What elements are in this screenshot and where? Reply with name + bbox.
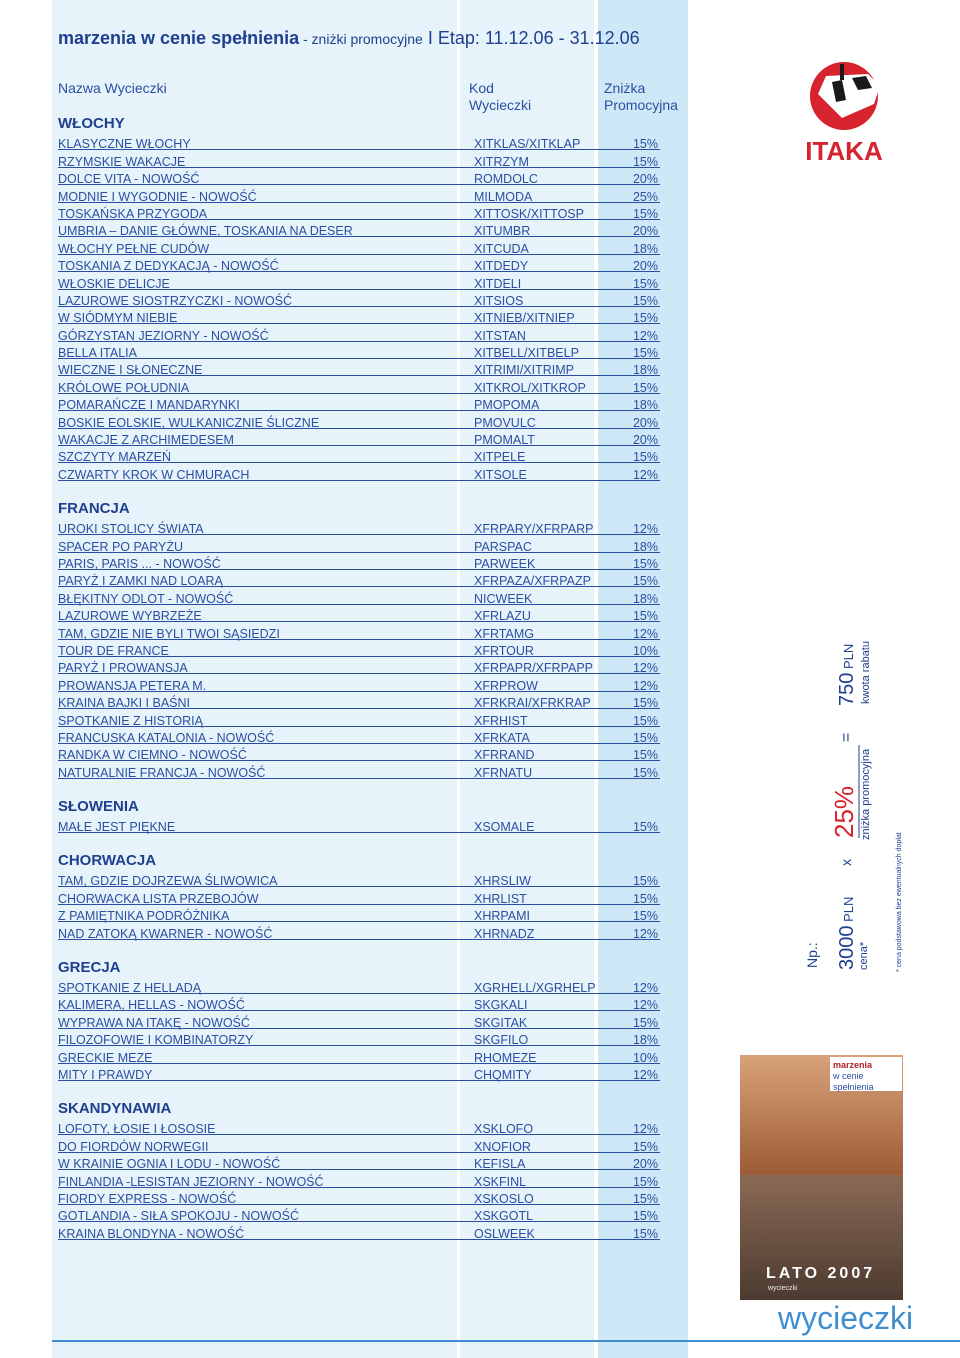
trip-discount: 12% (632, 626, 658, 641)
trip-code: XSOMALE (474, 820, 535, 835)
table-row (58, 255, 660, 272)
table-row (58, 535, 660, 552)
trip-discount: 15% (632, 346, 658, 361)
trip-discount: 12% (632, 981, 658, 996)
trip-code: XITSIOS (474, 293, 524, 308)
trip-name: WYPRAWA NA ITAKĘ - NOWOŚĆ (58, 1015, 250, 1030)
table-row (58, 429, 660, 446)
trip-name: WŁOSKIE DELICJE (58, 276, 170, 291)
table-row (58, 905, 660, 922)
trip-name: UMBRIA – DANIE GŁÓWNE, TOSKANIA NA DESER (58, 224, 353, 239)
trip-name: FINLANDIA -LESISTAN JEZIORNY - NOWOŚĆ (58, 1174, 324, 1189)
trip-name: W SIÓDMYM NIEBIE (58, 311, 178, 326)
trip-code: XFRPAPR/XFRPAPP (474, 661, 594, 676)
trip-discount: 18% (632, 1033, 658, 1048)
trip-discount: 15% (632, 380, 658, 395)
table-row (58, 150, 660, 167)
trip-code: XITCUDA (474, 241, 529, 256)
trip-discount: 15% (632, 1139, 658, 1154)
trip-code: XFRKRAI/XFRKRAP (474, 696, 591, 711)
trip-code: XITSTAN (474, 328, 526, 343)
trip-code: XITRIMI/XITRIMP (474, 363, 574, 378)
trip-name: MAŁE JEST PIĘKNE (58, 820, 176, 835)
table-row (58, 744, 660, 761)
title-sub: - zniżki promocyjne (299, 31, 423, 47)
example-footnote: * cena podstawowa bez ewentualnych dopłat (896, 832, 903, 972)
trip-discount: 15% (632, 730, 658, 745)
trip-code: XFRKATA (474, 730, 530, 745)
trip-discount: 15% (632, 765, 658, 780)
table-row (58, 324, 660, 341)
table-row (58, 994, 660, 1011)
table-row (58, 553, 660, 570)
trip-discount: 15% (632, 206, 658, 221)
trip-discount: 20% (632, 224, 658, 239)
trip-name: SPOTKANIE Z HELLADĄ (58, 981, 202, 996)
trip-code: XFRLAZU (474, 609, 531, 624)
trip-code: XGRHELL/XGRHELP (474, 981, 596, 996)
trip-discount: 12% (632, 1067, 658, 1082)
table-row (58, 887, 660, 904)
table-row (58, 1046, 660, 1063)
trip-name: CZWARTY KROK W CHMURACH (58, 467, 250, 482)
trip-name: PARIS, PARIS ... - NOWOŚĆ (58, 556, 221, 571)
trip-code: ROMDOLC (474, 172, 538, 187)
title-etap: I Etap: 11.12.06 - 31.12.06 (422, 28, 640, 48)
trip-name: GOTLANDIA - SIŁA SPOKOJU - NOWOŚĆ (58, 1209, 300, 1224)
trip-code: XITSOLE (474, 467, 527, 482)
trip-name: LAZUROWE WYBRZEŻE (58, 609, 202, 624)
trip-discount: 15% (632, 891, 658, 906)
trip-name: BELLA ITALIA (58, 346, 137, 361)
trip-name: LAZUROWE SIOSTRZYCZKI - NOWOŚĆ (58, 293, 293, 308)
table-row (58, 761, 660, 778)
trip-name: WAKACJE Z ARCHIMEDESEM (58, 433, 234, 448)
footer-line (52, 1340, 960, 1342)
trip-name: SPACER PO PARYŻU (58, 539, 184, 554)
trip-name: BŁĘKITNY ODLOT - NOWOŚĆ (58, 591, 234, 606)
trip-discount: 15% (632, 820, 658, 835)
column-header-code: Kod Wycieczki (469, 80, 532, 113)
trip-code: XHRSLIW (474, 874, 531, 889)
trip-name: TAM, GDZIE DOJRZEWA ŚLIWOWICA (58, 874, 278, 889)
table-row (58, 1153, 660, 1170)
trip-discount: 15% (632, 154, 658, 169)
trip-name: W KRAINIE OGNIA I LODU - NOWOŚĆ (58, 1157, 281, 1172)
trip-discount: 12% (632, 661, 658, 676)
table-row (58, 587, 660, 604)
trip-discount: 18% (632, 398, 658, 413)
trip-code: XFRHIST (474, 713, 528, 728)
column-header-name: Nazwa Wycieczki (58, 80, 167, 96)
trip-name: Z PAMIĘTNIKA PODRÓŻNIKA (58, 909, 230, 924)
trip-code: XFRPARY/XFRPARP (474, 522, 594, 537)
table-row (58, 816, 660, 833)
trip-discount: 15% (632, 1191, 658, 1206)
trip-discount: 15% (632, 1209, 658, 1224)
trip-code: XHRNADZ (474, 926, 535, 941)
cover-season: LATO 2007 (766, 1265, 876, 1282)
trip-name: WIECZNE I SŁONECZNE (58, 363, 203, 378)
trip-name: LOFOTY, ŁOSIE I ŁOSOSIE (58, 1122, 216, 1137)
table-row (58, 692, 660, 709)
trip-code: SKGKALI (474, 998, 528, 1013)
table-row (58, 1064, 660, 1081)
table-row (58, 977, 660, 994)
trip-code: CHQMITY (474, 1067, 532, 1082)
example-price-label: cena* (858, 941, 870, 970)
trip-name: GRECKIE MEZE (58, 1050, 153, 1065)
trip-name: CHORWACKA LISTA PRZEBOJÓW (58, 891, 259, 906)
table-row (58, 622, 660, 639)
trip-discount: 12% (632, 998, 658, 1013)
trip-discount: 18% (632, 241, 658, 256)
table-row (58, 1135, 660, 1152)
discount-example (795, 630, 915, 980)
trip-discount: 10% (632, 643, 658, 658)
trip-discount: 20% (632, 433, 658, 448)
section-title: CHORWACJA (58, 852, 157, 870)
trip-code: RHOMEZE (474, 1050, 537, 1065)
section-5 (58, 1099, 660, 1240)
table-row (58, 518, 660, 535)
trip-name: KLASYCZNE WŁOCHY (58, 137, 191, 152)
table-row (58, 394, 660, 411)
example-discount-label: zniżka promocyjna (860, 748, 872, 840)
table-row (58, 674, 660, 691)
table-row (58, 272, 660, 289)
trip-discount: 20% (632, 1157, 658, 1172)
trip-code: SKGFILO (474, 1033, 529, 1048)
trip-discount: 15% (632, 276, 658, 291)
trip-discount: 20% (632, 172, 658, 187)
trip-discount: 10% (632, 1050, 658, 1065)
trip-name: NAD ZATOKĄ KWARNER - NOWOŚĆ (58, 926, 273, 941)
trip-code: OSLWEEK (474, 1226, 535, 1241)
trip-name: TOSKANIA Z DEDYKACJĄ - NOWOŚĆ (58, 259, 279, 274)
trip-discount: 15% (632, 1174, 658, 1189)
trip-code: PMOPOMA (474, 398, 540, 413)
trip-code: XFRTAMG (474, 626, 534, 641)
section-0 (58, 114, 660, 481)
table-row (58, 290, 660, 307)
table-row (58, 203, 660, 220)
example-equals: = (838, 732, 855, 742)
trip-name: KALIMERA, HELLAS - NOWOŚĆ (58, 998, 245, 1013)
trip-code: XSKFINL (474, 1174, 527, 1189)
trip-discount: 15% (632, 713, 658, 728)
trip-code: XSKOSLO (474, 1191, 534, 1206)
section-1 (58, 499, 660, 779)
trip-code: XFRTOUR (474, 643, 534, 658)
trip-name: TOUR DE FRANCE (58, 643, 169, 658)
table-row (58, 307, 660, 324)
trip-discount: 12% (632, 678, 658, 693)
trip-code: XITRZYM (474, 154, 529, 169)
trip-discount: 18% (632, 539, 658, 554)
cover-brand (830, 1057, 902, 1091)
section-title: SKANDYNAWIA (58, 1099, 172, 1117)
trip-discount: 12% (632, 926, 658, 941)
trip-discount: 15% (632, 293, 658, 308)
table-row (58, 342, 660, 359)
table-row (58, 640, 660, 657)
trip-discount: 20% (632, 415, 658, 430)
trip-discount: 12% (632, 1122, 658, 1137)
trip-discount: 12% (632, 328, 658, 343)
trip-name: BOSKIE EOLSKIE, WULKANICZNIE ŚLICZNE (58, 415, 320, 430)
logo-text: ITAKA (805, 136, 883, 166)
table-row (58, 1011, 660, 1028)
itaka-logo (796, 56, 892, 166)
trip-code: XITPELE (474, 450, 526, 465)
section-4 (58, 958, 660, 1081)
table-row (58, 463, 660, 480)
table-row (58, 1118, 660, 1135)
trip-code: PARWEEK (474, 556, 536, 571)
section-title: FRANCJA (58, 499, 130, 517)
trip-discount: 20% (632, 259, 658, 274)
cover-brand-line1: marzenia (833, 1060, 873, 1070)
table-row (58, 1170, 660, 1187)
trip-name: FRANCUSKA KATALONIA - NOWOŚĆ (58, 730, 275, 745)
table-row (58, 922, 660, 939)
cover-small-text: wycieczki (768, 1285, 798, 1292)
trip-discount: 15% (632, 574, 658, 589)
table-row (58, 870, 660, 887)
trip-code: XITNIEB/XITNIEP (474, 311, 575, 326)
table-row (58, 376, 660, 393)
trip-code: XITDEDY (474, 259, 529, 274)
table-row (58, 709, 660, 726)
table-row (58, 359, 660, 376)
trip-discount: 18% (632, 363, 658, 378)
trip-name: MODNIE I WYGODNIE - NOWOŚĆ (58, 189, 257, 204)
example-price: 3000 PLN (836, 896, 858, 970)
trip-discount: 15% (632, 909, 658, 924)
trip-code: XFRPROW (474, 678, 538, 693)
trip-name: MITY I PRAWDY (58, 1067, 153, 1082)
trip-name: KRÓLOWE POŁUDNIA (58, 380, 190, 395)
section-title: GRECJA (58, 958, 121, 976)
trip-discount: 12% (632, 467, 658, 482)
trip-name: SPOTKANIE Z HISTORIĄ (58, 713, 203, 728)
trip-name: POMARAŃCZE I MANDARYNKI (58, 398, 240, 413)
trip-code: XSKGOTL (474, 1209, 534, 1224)
table-row (58, 1188, 660, 1205)
trip-code: KEFISLA (474, 1157, 526, 1172)
trip-name: WŁOCHY PEŁNE CUDÓW (58, 241, 210, 256)
footer-wycieczki: wycieczki (778, 1300, 914, 1336)
trip-code: PMOVULC (474, 415, 536, 430)
table-row (58, 168, 660, 185)
table-row (58, 1205, 660, 1222)
trip-discount: 15% (632, 1015, 658, 1030)
trip-name: NATURALNIE FRANCJA - NOWOŚĆ (58, 765, 266, 780)
trip-discount: 15% (632, 1226, 658, 1241)
cover-brand-line2: w cenie spełnienia (833, 1071, 874, 1092)
table-row (58, 133, 660, 150)
trip-name: TAM, GDZIE NIE BYLI TWOI SĄSIEDZI (58, 626, 280, 641)
trip-code: PMOMALT (474, 433, 535, 448)
table-row (58, 605, 660, 622)
example-result: 750 PLN (836, 643, 858, 706)
table-row (58, 446, 660, 463)
trip-discount: 15% (632, 556, 658, 571)
trip-code: XFRRAND (474, 748, 535, 763)
trip-code: XITTOSK/XITTOSP (474, 206, 584, 221)
table-row (58, 185, 660, 202)
trip-code: XFRNATU (474, 765, 533, 780)
title-main: marzenia w cenie spełnienia (58, 28, 300, 48)
trip-discount: 18% (632, 591, 658, 606)
example-result-label: kwota rabatu (860, 641, 872, 704)
table-row (58, 1222, 660, 1239)
section-3 (58, 851, 660, 940)
trip-name: RANDKA W CIEMNO - NOWOŚĆ (58, 748, 247, 763)
trip-discount: 15% (632, 450, 658, 465)
trip-discount: 15% (632, 874, 658, 889)
trip-name: PROWANSJA PETERA M. (58, 678, 207, 693)
trip-discount: 15% (632, 748, 658, 763)
trip-name: KRAINA BLONDYNA - NOWOŚĆ (58, 1226, 245, 1241)
trip-name: PARYŻ I PROWANSJA (58, 661, 188, 676)
trip-code: XNOFIOR (474, 1139, 531, 1154)
trip-discount: 15% (632, 696, 658, 711)
trip-code: XHRLIST (474, 891, 527, 906)
trip-name: DO FIORDÓW NORWEGII (58, 1139, 209, 1154)
trip-code: XITKLAS/XITKLAP (474, 137, 581, 152)
trip-name: SZCZYTY MARZEŃ (58, 450, 171, 465)
trip-table (58, 114, 660, 1258)
trip-code: XITKROL/XITKROP (474, 380, 586, 395)
table-row (58, 657, 660, 674)
section-2 (58, 797, 660, 833)
trip-discount: 15% (632, 137, 658, 152)
trip-name: DOLCE VITA - NOWOŚĆ (58, 172, 200, 187)
trip-name: TOSKAŃSKA PRZYGODA (58, 206, 208, 221)
trip-code: NICWEEK (474, 591, 533, 606)
trip-name: FIORDY EXPRESS - NOWOŚĆ (58, 1191, 237, 1206)
table-row (58, 411, 660, 428)
trip-code: SKGITAK (474, 1015, 528, 1030)
example-times: x (838, 859, 854, 866)
trip-name: KRAINA BAJKI I BAŚNI (58, 696, 190, 711)
trip-code: MILMODA (474, 189, 533, 204)
trip-name: FILOZOFOWIE I KOMBINATORZY (58, 1033, 254, 1048)
trip-code: XITBELL/XITBELP (474, 346, 579, 361)
trip-code: XSKLOFO (474, 1122, 534, 1137)
trip-code: PARSPAC (474, 539, 532, 554)
table-row (58, 1029, 660, 1046)
table-row (58, 570, 660, 587)
trip-name: GÓRZYSTAN JEZIORNY - NOWOŚĆ (58, 328, 269, 343)
trip-discount: 15% (632, 609, 658, 624)
trip-code: XFRPAZA/XFRPAZP (474, 574, 591, 589)
trip-code: XHRPAMI (474, 909, 531, 924)
page-title (58, 28, 640, 49)
table-row (58, 237, 660, 254)
example-np: Np.: (804, 942, 820, 968)
trip-code: XITUMBR (474, 224, 531, 239)
trip-name: RZYMSKIE WAKACJE (58, 154, 186, 169)
trip-name: UROKI STOLICY ŚWIATA (58, 522, 204, 537)
trip-name: PARYŻ I ZAMKI NAD LOARĄ (58, 574, 223, 589)
trip-discount: 15% (632, 311, 658, 326)
example-discount: 25% (829, 785, 859, 838)
trip-discount: 25% (632, 189, 658, 204)
catalog-cover-image (740, 1055, 903, 1300)
trip-discount: 12% (632, 522, 658, 537)
trip-code: XITDELI (474, 276, 522, 291)
table-row (58, 727, 660, 744)
table-row (58, 220, 660, 237)
column-header-discount: Zniżka Promocyjna (604, 80, 678, 113)
section-title: WŁOCHY (58, 115, 125, 132)
section-title: SŁOWENIA (58, 797, 139, 815)
